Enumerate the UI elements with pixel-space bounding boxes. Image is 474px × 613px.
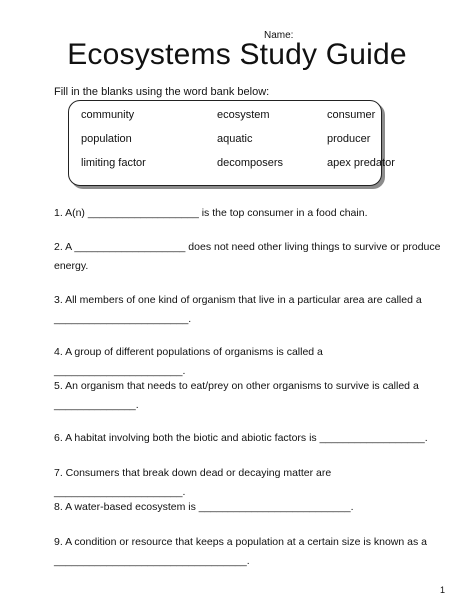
word-bank-term: apex predator bbox=[327, 157, 395, 169]
question-6: 6. A habitat involving both the biotic and abiotic factors is __________________. bbox=[54, 432, 428, 444]
word-bank-box bbox=[68, 100, 395, 186]
word-bank-term: ecosystem bbox=[217, 109, 270, 121]
question-5: 5. An organism that needs to eat/prey on other organisms to survive is called a ______________. bbox=[54, 380, 422, 411]
page-number: 1 bbox=[440, 585, 446, 595]
word-bank-term: consumer bbox=[327, 109, 376, 121]
question-3: 3. All members of one kind of organism that live in a particular area are called a _______________________. bbox=[54, 294, 425, 325]
word-bank-term: producer bbox=[327, 133, 371, 145]
question-4: 4. A group of different populations of organisms is called a ______________________. bbox=[54, 346, 326, 377]
question-7: 7. Consumers that break down dead or decaying matter are ______________________. bbox=[54, 467, 335, 498]
word-bank-term: aquatic bbox=[217, 133, 253, 145]
question-8: 8. A water-based ecosystem is __________________________. bbox=[54, 501, 354, 513]
question-1: 1. A(n) ___________________ is the top consumer in a food chain. bbox=[54, 207, 368, 219]
word-bank-term: community bbox=[81, 109, 135, 121]
instructions: Fill in the blanks using the word bank below: bbox=[54, 86, 270, 98]
word-bank-term: decomposers bbox=[217, 157, 284, 169]
question-2: 2. A ___________________ does not need other living things to survive or produce energy. bbox=[54, 241, 444, 272]
page-title: Ecosystems Study Guide bbox=[67, 38, 407, 71]
question-9: 9. A condition or resource that keeps a population at a certain size is known as a _________________________________. bbox=[54, 536, 430, 567]
word-bank-term: limiting factor bbox=[81, 157, 146, 169]
name-label: Name: bbox=[264, 30, 294, 41]
word-bank-term: population bbox=[81, 133, 132, 145]
